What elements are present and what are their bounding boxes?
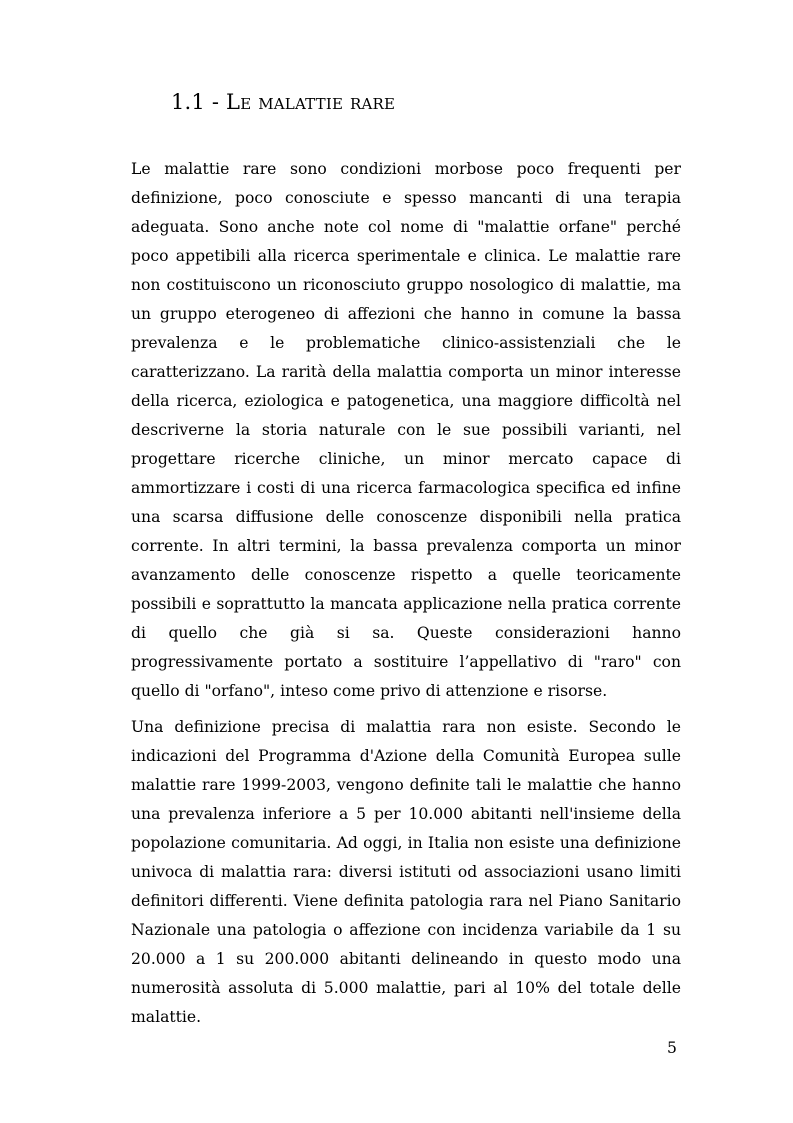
page-number: 5 — [667, 1039, 677, 1057]
body-text — [131, 155, 681, 1039]
paragraph: Le malattie rare sono condizioni morbose poco frequenti per definizione, poco conosciute e spesso mancanti di una terapia adeguata. Sono anche note col nome di "malattie orfane" perché poco appetibili alla ricerca sperimentale e clinica. Le malattie rare non costituiscono un riconosciuto gruppo nosologico di malattie, ma un gruppo eterogeneo di affezioni che hanno in comune la bassa prevalenza e le problematiche clinico-assistenziali che le caratterizzano. La rarità della malattia comporta un minor interesse della ricerca, eziologica e patogenetica, una maggiore difficoltà nel descriverne la storia naturale con le sue possibili varianti, nel progettare ricerche cliniche, un minor mercato capace di ammortizzare i costi di una ricerca farmacologica specifica ed infine una scarsa diffusione delle conoscenze disponibili nella pratica corrente. In altri termini, la bassa prevalenza comporta un minor avanzamento delle conoscenze rispetto a quelle teoricamente possibili e soprattutto la mancata applicazione nella pratica corrente di quello che già si sa. Queste considerazioni hanno progressivamente portato a sostituire l’appellativo di "raro" con quello di "orfano", inteso come privo di attenzione e risorse. — [131, 160, 681, 700]
section-heading: 1.1 - Le malattie rare — [171, 90, 396, 114]
paragraph: Una definizione precisa di malattia rara non esiste. Secondo le indicazioni del Programma d'Azione della Comunità Europea sulle malattie rare 1999-2003, vengono definite tali le malattie che hanno una prevalenza inferiore a 5 per 10.000 abitanti nell'insieme della popolazione comunitaria. Ad oggi, in Italia non esiste una definizione univoca di malattia rara: diversi istituti od associazioni usano limiti definitori differenti. Viene definita patologia rara nel Piano Sanitario Nazionale una patologia o affezione con incidenza variabile da 1 su 20.000 a 1 su 200.000 abitanti delineando in questo modo una numerosità assoluta di 5.000 malattie, pari al 10% del totale delle malattie. — [131, 718, 681, 1026]
